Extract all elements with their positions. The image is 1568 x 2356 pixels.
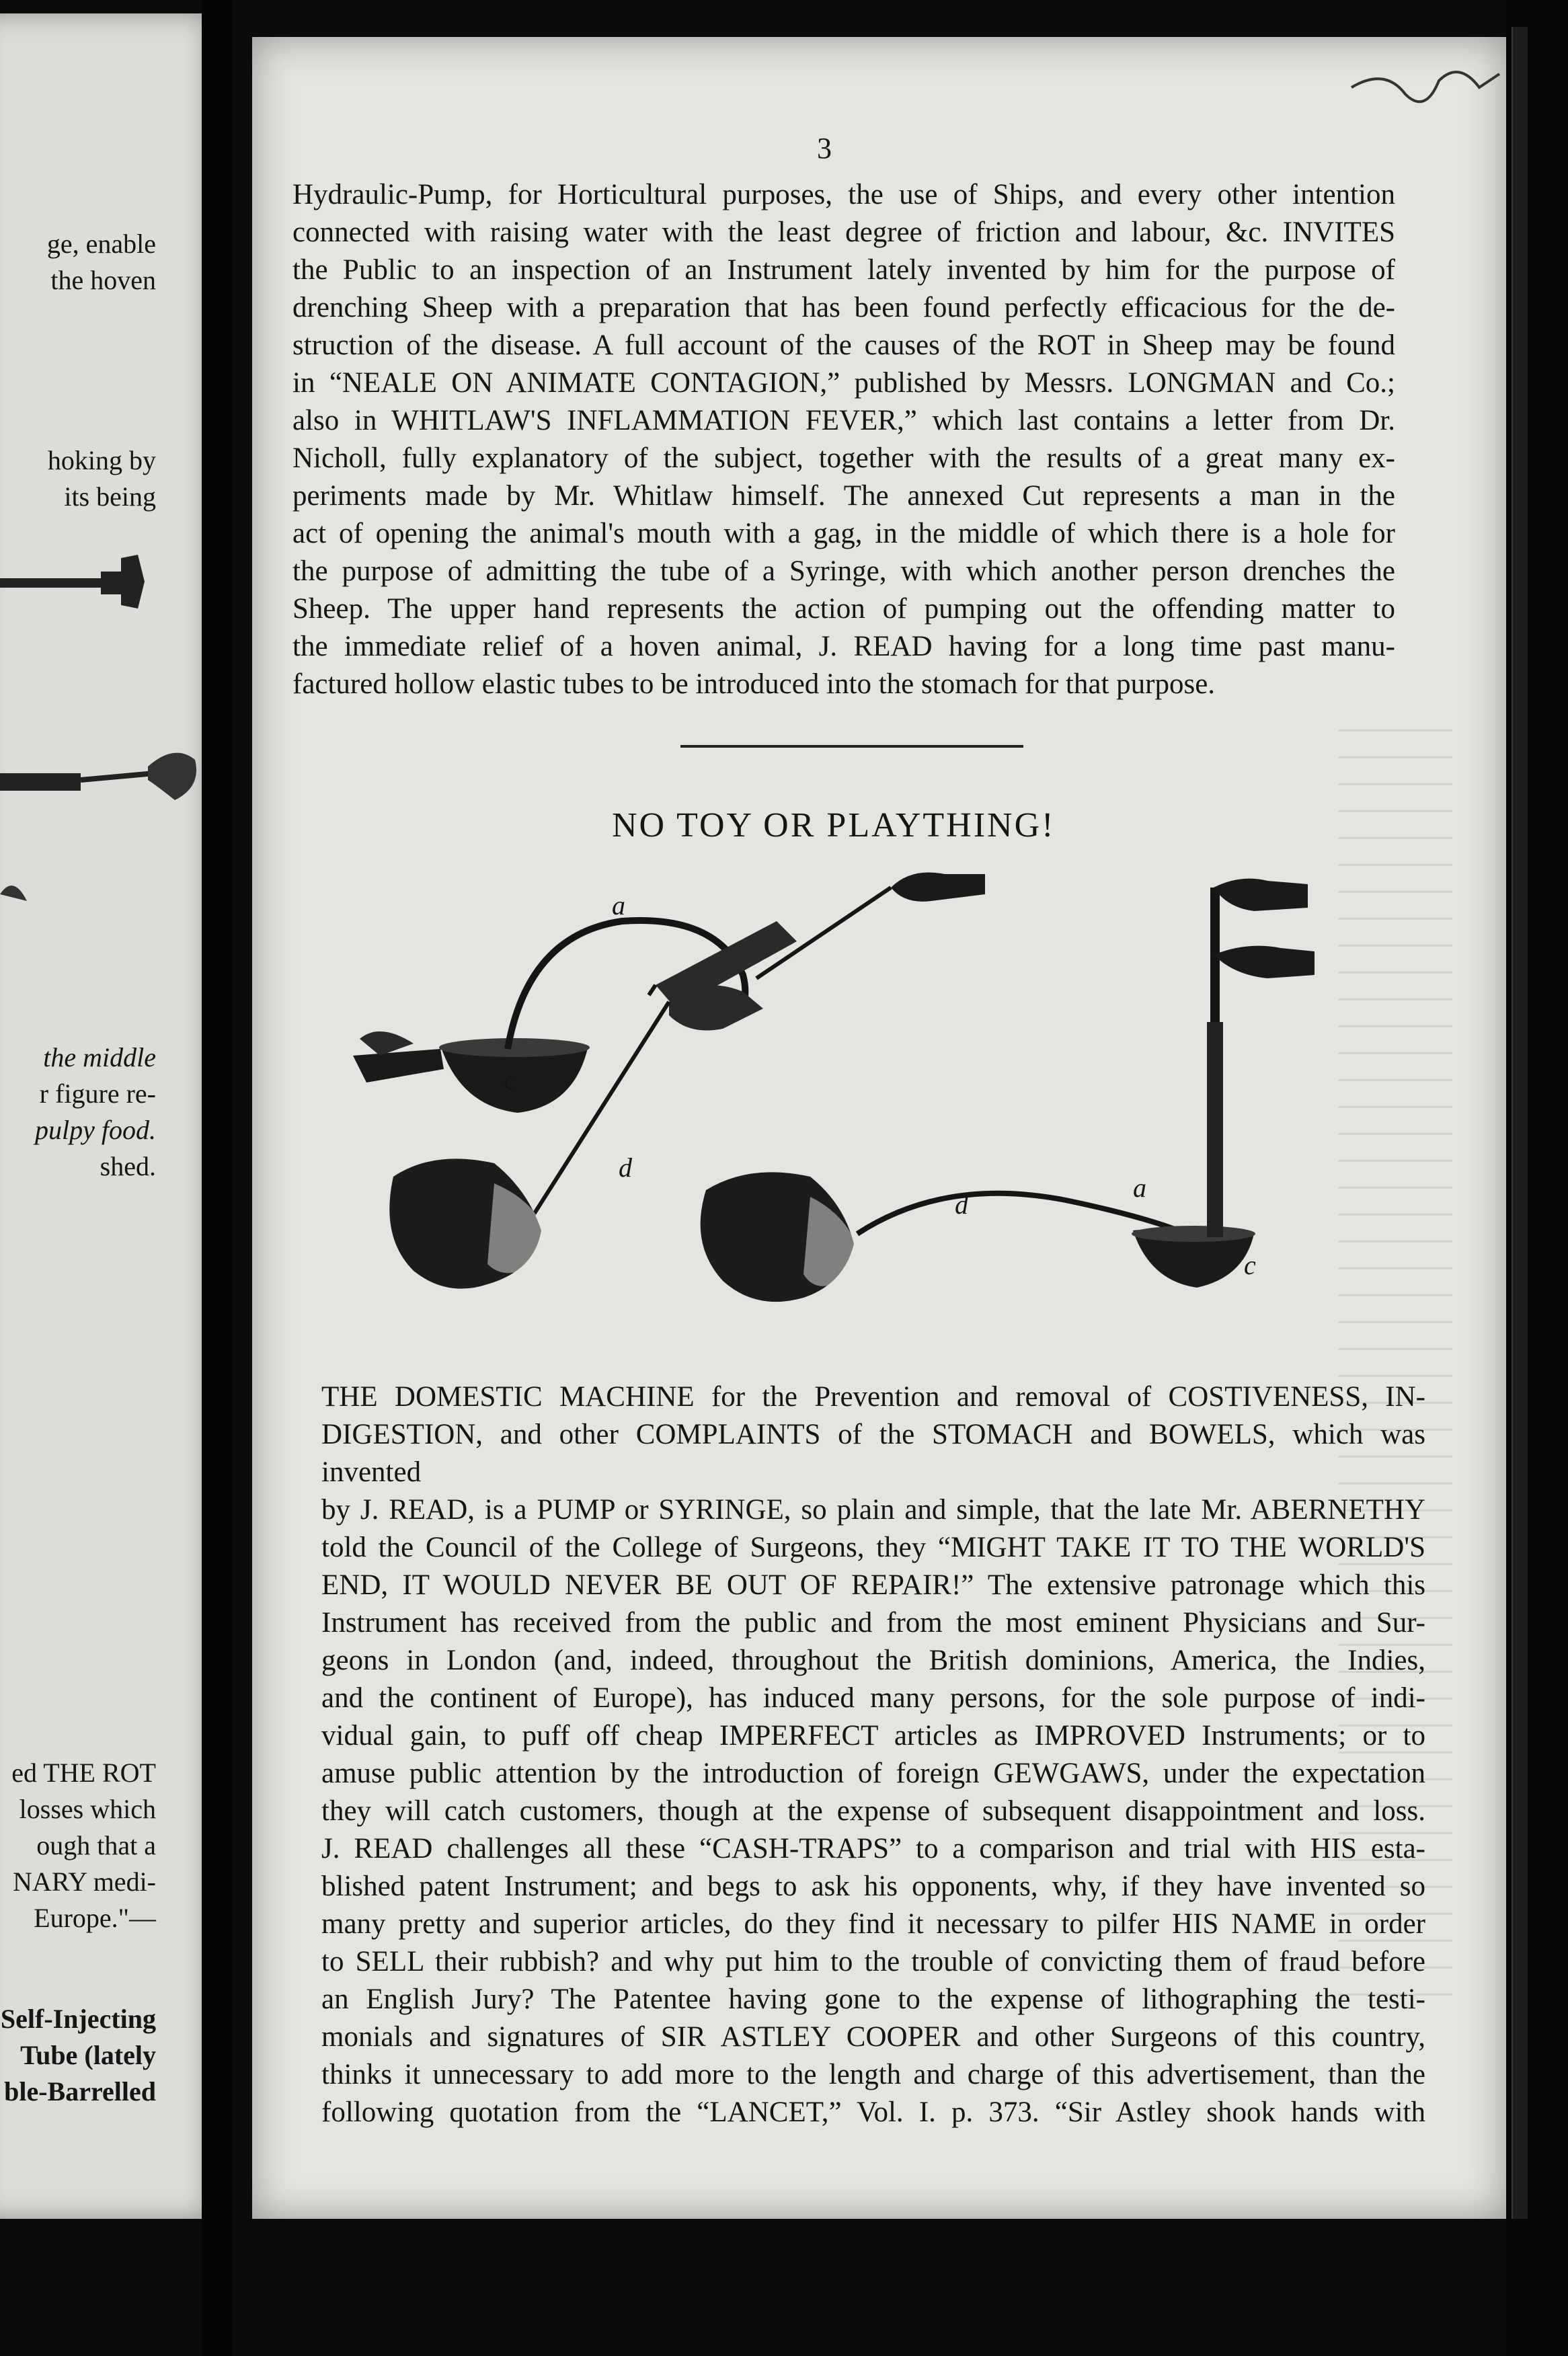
hand-syringe-engraving-fragment (0, 740, 229, 914)
label-left-bowl: c (504, 1065, 516, 1095)
right-bowl-engraving (1132, 1226, 1255, 1288)
text-line: factured hollow elastic tubes to be introduced into the stomach for that purpose. (292, 668, 1216, 700)
text-line: connected with raising water with the least degree of friction and labour, &c. INVITES (292, 217, 1395, 248)
left-page-line: Self-Injecting (0, 2004, 156, 2034)
label-left-pipe: d (619, 1152, 632, 1183)
text-line: drenching Sheep with a preparation that has been found perfectly efficacious for the de- (292, 292, 1395, 323)
text-line: the immediate relief of a hoven animal, J. READ having for a long time past manu- (292, 631, 1395, 662)
left-page-line: NARY medi- (13, 1867, 156, 1897)
text-line: struction of the disease. A full account of the causes of the ROT in Sheep may be found (292, 329, 1395, 361)
text-line: Sheep. The upper hand represents the action of pumping out the offending matter to (292, 593, 1395, 625)
headline: NO TOY OR PLAYTHING! (612, 806, 1056, 845)
text-line: and the continent of Europe), has induced many persons, for the sole purpose of indi- (321, 1682, 1425, 1714)
domestic-machine-paragraph (321, 1378, 1425, 2131)
page-number: 3 (817, 132, 832, 165)
left-page-line: ed THE ROT (11, 1758, 156, 1788)
left-page-line: ough that a (36, 1830, 156, 1860)
text-line: DIGESTION, and other COMPLAINTS of the STOMACH and BOWELS, which was invented (321, 1419, 1425, 1488)
text-line: following quotation from the “LANCET,” Vol. I. p. 373. “Sir Astley shook hands with (321, 2096, 1425, 2128)
left-head-engraving (389, 1159, 548, 1288)
text-line: also in WHITLAW'S INFLAMMATION FEVER,” which last contains a letter from Dr. (292, 405, 1395, 436)
syringe-description-paragraph (292, 176, 1395, 703)
left-page-fragment (0, 13, 229, 2219)
left-page-line: hoking by (47, 445, 156, 475)
left-page-line: the middle (43, 1042, 156, 1072)
text-line: END, IT WOULD NEVER BE OUT OF REPAIR!” The extensive patronage which this (321, 1569, 1425, 1601)
text-line: THE DOMESTIC MACHINE for the Prevention and removal of COSTIVENESS, IN- (321, 1381, 1425, 1413)
text-line: vidual gain, to puff off cheap IMPERFECT articles as IMPROVED Instruments; or to (321, 1720, 1425, 1752)
pencil-scribble-mark (1345, 40, 1506, 121)
page-edge-strip (1512, 27, 1528, 2219)
label-right-tube: a (1133, 1173, 1146, 1203)
text-line: Nicholl, fully explanatory of the subject, together with the results of a great many ex- (292, 442, 1395, 474)
right-head-engraving (701, 1172, 861, 1302)
text-line: to SELL their rubbish? and why put him to the trouble of convicting them of fraud before (321, 1946, 1425, 1977)
text-line: monials and signatures of SIR ASTLEY COOPER and other Surgeons of this country, (321, 2021, 1425, 2053)
label-left-tube: a (612, 890, 625, 920)
text-line: geons in London (and, indeed, throughout the British dominions, America, the Indies, (321, 1645, 1425, 1676)
label-right-bowl: c (1244, 1250, 1256, 1280)
text-line: act of opening the animal's mouth with a gag, in the middle of which there is a hole for (292, 518, 1395, 549)
left-page-line: ge, enable (46, 229, 156, 259)
vertical-pump-engraving (1207, 879, 1315, 1237)
left-page-line: shed. (100, 1151, 156, 1181)
syringe-engraving (340, 867, 1388, 1351)
text-line: Instrument has received from the public and from the most eminent Physicians and Sur- (321, 1607, 1425, 1639)
text-line: amuse public attention by the introduction of foreign GEWGAWS, under the expectation (321, 1758, 1425, 1789)
left-page-line: ble-Barrelled (4, 2076, 156, 2107)
left-page-line: its being (64, 481, 156, 512)
text-line: they will catch customers, though at the expense of subsequent disappointment and loss. (321, 1795, 1425, 1827)
text-line: Hydraulic-Pump, for Horticultural purposes, the use of Ships, and every other intention (292, 179, 1395, 210)
text-line: the purpose of admitting the tube of a Syringe, with which another person drenches the (292, 555, 1395, 587)
left-page-line: pulpy food. (35, 1115, 156, 1145)
left-page-line: losses which (19, 1794, 156, 1824)
text-line: the Public to an inspection of an Instrument lately invented by him for the purpose of (292, 254, 1395, 286)
text-line: in “NEALE ON ANIMATE CONTAGION,” published by Messrs. LONGMAN and Co.; (292, 367, 1395, 399)
text-line: thinks it unnecessary to add more to the length and charge of this advertisement, than the (321, 2059, 1425, 2090)
section-divider-rule (680, 745, 1023, 748)
left-page-line: the hoven (50, 265, 156, 295)
label-right-pipe: d (955, 1189, 968, 1220)
book-gutter (202, 0, 232, 2356)
text-line: many pretty and superior articles, do they find it necessary to pilfer HIS NAME in order (321, 1908, 1425, 1940)
text-line: an English Jury? The Patentee having gone to the expense of lithographing the testi- (321, 1984, 1425, 2015)
syringe-engraving-fragment (0, 545, 229, 619)
text-line: by J. READ, is a PUMP or SYRINGE, so plain and simple, that the late Mr. ABERNETHY (321, 1494, 1425, 1526)
left-page-line: r figure re- (39, 1078, 156, 1109)
text-line: blished patent Instrument; and begs to ask his opponents, why, if they have invented so (321, 1871, 1425, 1902)
left-page-line: Europe."— (34, 1903, 156, 1933)
left-bowl-engraving (353, 1031, 590, 1113)
text-line: J. READ challenges all these “CASH-TRAPS” to a comparison and trial with HIS esta- (321, 1833, 1425, 1864)
text-line: told the Council of the College of Surgeons, they “MIGHT TAKE IT TO THE WORLD'S (321, 1532, 1425, 1563)
text-line: periments made by Mr. Whitlaw himself. The annexed Cut represents a man in the (292, 480, 1395, 512)
left-page-line: Tube (lately (20, 2040, 156, 2070)
